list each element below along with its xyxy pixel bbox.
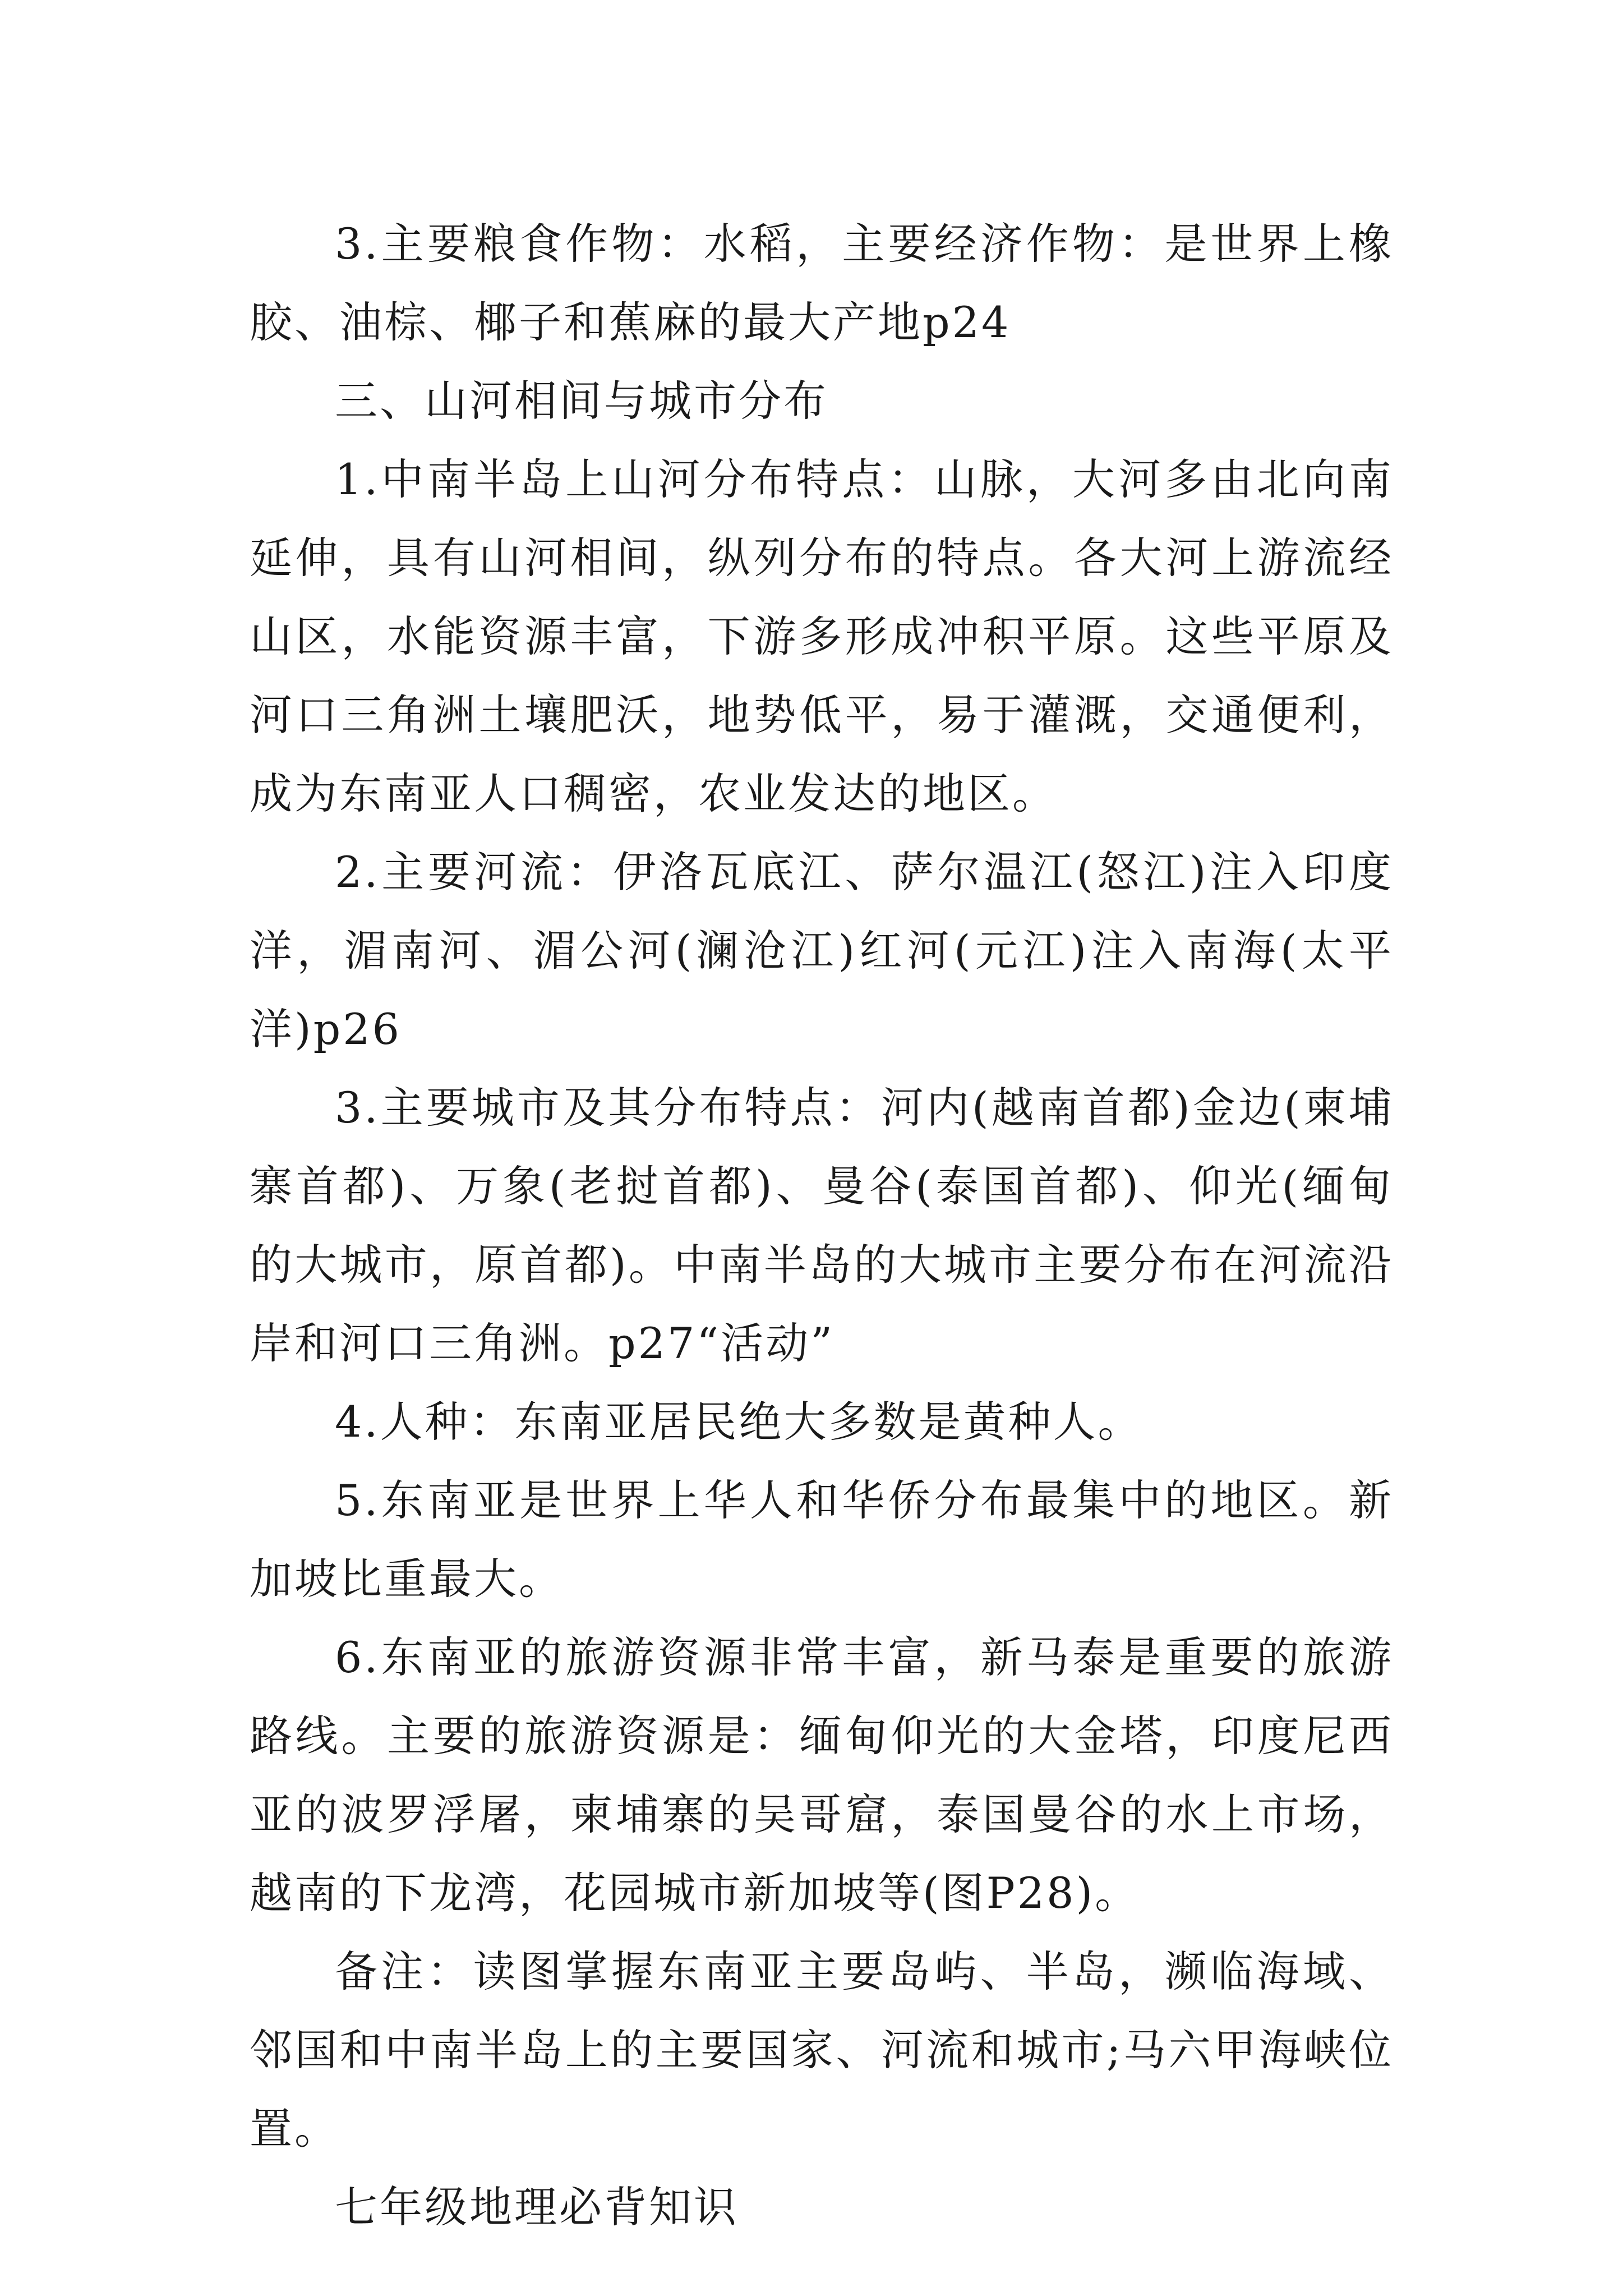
paragraph-main-cities: 3.主要城市及其分布特点：河内(越南首都)金边(柬埔寨首都)、万象(老挝首都)、曼谷(泰国首都)、仰光(缅甸的大城市，原首都)。中南半岛的大城市主要分布在河流沿岸和河口三角洲。p27“活动” [250, 1083, 1394, 1368]
section-heading-mountains-rivers-cities: 三、山河相间与城市分布 [335, 376, 828, 426]
paragraph-race: 4.人种：东南亚居民绝大多数是黄种人。 [335, 1397, 1143, 1447]
paragraph-tourism: 6.东南亚的旅游资源非常丰富，新马泰是重要的旅游路线。主要的旅游资源是：缅甸仰光的大金塔，印度尼西亚的波罗浮屠，柬埔寨的吴哥窟，泰国曼谷的水上市场，越南的下龙湾，花园城市新加坡等(图P28)。 [250, 1632, 1394, 1918]
paragraph-overseas-chinese: 5.东南亚是世界上华人和华侨分布最集中的地区。新加坡比重最大。 [250, 1475, 1394, 1604]
document-page [250, 205, 1394, 2247]
paragraph-indochina-terrain: 1.中南半岛上山河分布特点：山脉，大河多由北向南延伸，具有山河相间，纵列分布的特点。各大河上游流经山区，水能资源丰富，下游多形成冲积平原。这些平原及河口三角洲土壤肥沃，地势低平，易于灌溉，交通便利，成为东南亚人口稠密，农业发达的地区。 [250, 454, 1394, 818]
paragraph-next-title: 七年级地理必背知识 [335, 2182, 739, 2232]
paragraph-note: 备注：读图掌握东南亚主要岛屿、半岛，濒临海域、邻国和中南半岛上的主要国家、河流和城市;马六甲海峡位置。 [250, 1947, 1394, 2154]
paragraph-crops: 3.主要粮食作物：水稻，主要经济作物：是世界上橡胶、油棕、椰子和蕉麻的最大产地p24 [250, 219, 1394, 347]
paragraph-main-rivers: 2.主要河流：伊洛瓦底江、萨尔温江(怒江)注入印度洋，湄南河、湄公河(澜沧江)红河(元江)注入南海(太平洋)p26 [250, 847, 1394, 1054]
